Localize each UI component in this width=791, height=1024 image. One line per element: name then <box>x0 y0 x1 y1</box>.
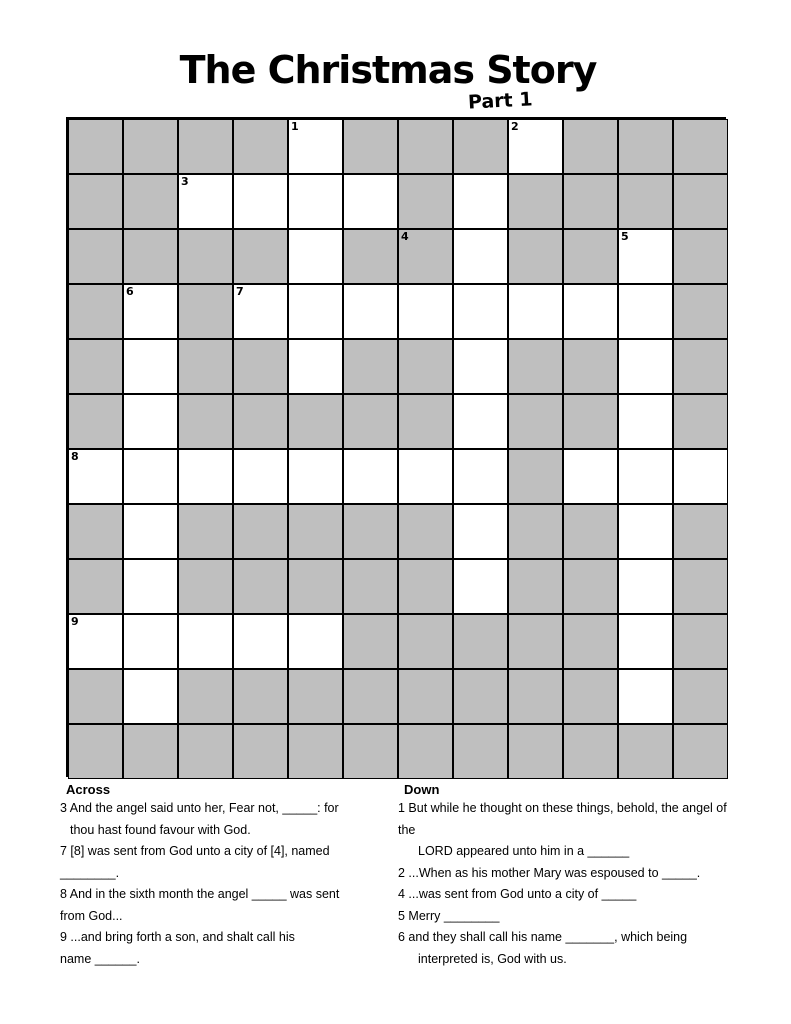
clue-number: 3 <box>181 175 189 188</box>
crossword-cell[interactable] <box>618 284 673 339</box>
across-clue-8-line2: from God... <box>60 908 123 923</box>
across-clue-3-line2: thou hast found favour with God. <box>70 822 251 837</box>
crossword-block <box>563 614 618 669</box>
crossword-cell[interactable] <box>288 339 343 394</box>
across-clue-7 <box>60 841 390 884</box>
crossword-block <box>673 394 728 449</box>
crossword-grid <box>66 117 726 777</box>
crossword-cell[interactable] <box>618 394 673 449</box>
crossword-block <box>673 284 728 339</box>
crossword-block <box>233 339 288 394</box>
crossword-block <box>288 724 343 779</box>
crossword-block <box>398 504 453 559</box>
crossword-block <box>343 339 398 394</box>
down-clue-1 <box>398 798 738 863</box>
down-clue-5 <box>398 906 738 928</box>
crossword-block <box>508 394 563 449</box>
crossword-block <box>343 724 398 779</box>
crossword-block <box>123 724 178 779</box>
crossword-block <box>343 394 398 449</box>
crossword-cell[interactable] <box>123 449 178 504</box>
crossword-block <box>178 504 233 559</box>
crossword-block <box>508 449 563 504</box>
crossword-block <box>178 394 233 449</box>
clue-number: 8 <box>71 450 79 463</box>
crossword-cell[interactable] <box>398 284 453 339</box>
crossword-block <box>673 559 728 614</box>
crossword-block <box>68 119 123 174</box>
across-heading: Across <box>66 782 111 797</box>
clue-number: 7 <box>236 285 244 298</box>
crossword-block <box>508 724 563 779</box>
crossword-block <box>123 229 178 284</box>
crossword-block <box>233 559 288 614</box>
across-clue-3 <box>60 798 390 841</box>
crossword-block <box>618 724 673 779</box>
crossword-cell[interactable] <box>343 174 398 229</box>
crossword-cell[interactable] <box>453 559 508 614</box>
crossword-block <box>563 724 618 779</box>
crossword-block <box>343 119 398 174</box>
crossword-block <box>563 229 618 284</box>
across-clue-7-line1: 7 [8] was sent from God unto a city of [4], named ________. <box>60 844 330 880</box>
crossword-block <box>453 669 508 724</box>
crossword-block <box>673 724 728 779</box>
crossword-block <box>563 119 618 174</box>
clue-number: 5 <box>621 230 629 243</box>
crossword-title: The Christmas Story <box>179 48 597 92</box>
crossword-block <box>343 504 398 559</box>
down-clue-6-line2: interpreted is, God with us. <box>418 951 567 966</box>
crossword-cell[interactable] <box>343 449 398 504</box>
crossword-cell[interactable] <box>123 284 178 339</box>
crossword-block <box>398 119 453 174</box>
crossword-block <box>563 669 618 724</box>
crossword-block <box>68 229 123 284</box>
across-clue-9-line2: name ______. <box>60 951 140 966</box>
crossword-cell[interactable] <box>178 614 233 669</box>
down-clue-2 <box>398 863 738 885</box>
crossword-block <box>673 229 728 284</box>
crossword-cell[interactable] <box>618 614 673 669</box>
crossword-block <box>453 119 508 174</box>
crossword-cell[interactable] <box>123 504 178 559</box>
crossword-block <box>68 559 123 614</box>
crossword-cell[interactable] <box>123 669 178 724</box>
crossword-block <box>618 174 673 229</box>
crossword-cell[interactable] <box>618 449 673 504</box>
crossword-cell[interactable] <box>618 229 673 284</box>
crossword-cell[interactable] <box>453 229 508 284</box>
crossword-cell[interactable] <box>123 559 178 614</box>
crossword-block <box>398 724 453 779</box>
crossword-block <box>343 669 398 724</box>
crossword-block <box>343 559 398 614</box>
crossword-block <box>563 394 618 449</box>
crossword-block <box>508 339 563 394</box>
crossword-cell[interactable] <box>618 559 673 614</box>
clue-number: 2 <box>511 120 519 133</box>
crossword-block <box>673 119 728 174</box>
crossword-cell[interactable] <box>453 284 508 339</box>
clue-number: 6 <box>126 285 134 298</box>
crossword-block <box>398 174 453 229</box>
crossword-block <box>233 229 288 284</box>
crossword-block <box>68 504 123 559</box>
crossword-block <box>233 669 288 724</box>
crossword-block <box>233 394 288 449</box>
crossword-block <box>288 504 343 559</box>
crossword-block <box>398 229 453 284</box>
crossword-cell[interactable] <box>398 449 453 504</box>
crossword-block <box>68 724 123 779</box>
down-clue-6-line1: 6 and they shall call his name _______, which being <box>398 930 688 944</box>
crossword-cell[interactable] <box>288 614 343 669</box>
crossword-block <box>508 559 563 614</box>
crossword-cell[interactable] <box>618 669 673 724</box>
crossword-cell[interactable] <box>508 284 563 339</box>
crossword-block <box>178 669 233 724</box>
crossword-block <box>343 614 398 669</box>
crossword-cell[interactable] <box>453 504 508 559</box>
crossword-block <box>508 614 563 669</box>
crossword-cell[interactable] <box>233 449 288 504</box>
crossword-cell[interactable] <box>453 394 508 449</box>
crossword-cell[interactable] <box>123 394 178 449</box>
crossword-block <box>453 614 508 669</box>
crossword-block <box>508 504 563 559</box>
across-clue-8-line1: 8 And in the sixth month the angel _____ was sent <box>60 887 340 901</box>
crossword-cell[interactable] <box>618 339 673 394</box>
clue-number: 4 <box>401 230 409 243</box>
crossword-cell[interactable] <box>343 284 398 339</box>
crossword-block <box>343 229 398 284</box>
down-clue-4 <box>398 884 738 906</box>
crossword-cell[interactable] <box>123 339 178 394</box>
crossword-block <box>618 119 673 174</box>
crossword-block <box>453 724 508 779</box>
across-clue-9 <box>60 927 390 970</box>
crossword-cell[interactable] <box>233 284 288 339</box>
crossword-block <box>563 339 618 394</box>
crossword-block <box>68 394 123 449</box>
crossword-block <box>233 504 288 559</box>
crossword-cell[interactable] <box>288 229 343 284</box>
crossword-cell[interactable] <box>563 284 618 339</box>
crossword-block <box>68 174 123 229</box>
down-clue-6 <box>398 927 738 970</box>
crossword-block <box>233 119 288 174</box>
down-clue-1-line2: LORD appeared unto him in a ______ <box>418 844 630 858</box>
crossword-block <box>68 669 123 724</box>
clue-number: 1 <box>291 120 299 133</box>
down-clue-1-line1: 1 But while he thought on these things, behold, the angel of the <box>398 801 727 837</box>
down-clues <box>398 782 738 970</box>
down-clue-2-line1: 2 ...When as his mother Mary was espoused to _____. <box>398 865 701 880</box>
crossword-cell[interactable] <box>288 449 343 504</box>
crossword-block <box>178 229 233 284</box>
down-clue-5-line1: 5 Merry ________ <box>398 908 500 923</box>
crossword-cell[interactable] <box>288 174 343 229</box>
across-clue-9-line1: 9 ...and bring forth a son, and shalt call his <box>60 930 295 944</box>
crossword-cell[interactable] <box>453 449 508 504</box>
crossword-cell[interactable] <box>618 504 673 559</box>
crossword-block <box>398 614 453 669</box>
crossword-block <box>123 174 178 229</box>
crossword-block <box>398 669 453 724</box>
crossword-cell[interactable] <box>178 449 233 504</box>
crossword-block <box>68 339 123 394</box>
crossword-cell[interactable] <box>508 119 563 174</box>
crossword-block <box>288 669 343 724</box>
crossword-block <box>68 284 123 339</box>
crossword-block <box>288 559 343 614</box>
crossword-cell[interactable] <box>673 449 728 504</box>
crossword-cell[interactable] <box>233 174 288 229</box>
crossword-block <box>123 119 178 174</box>
crossword-cell[interactable] <box>563 449 618 504</box>
crossword-cell[interactable] <box>68 449 123 504</box>
crossword-block <box>508 229 563 284</box>
crossword-block <box>398 339 453 394</box>
crossword-block <box>178 724 233 779</box>
crossword-block <box>288 394 343 449</box>
crossword-cell[interactable] <box>288 119 343 174</box>
across-clue-3-line1: 3 And the angel said unto her, Fear not, _____: for <box>60 801 339 815</box>
crossword-cell[interactable] <box>288 284 343 339</box>
clue-number: 9 <box>71 615 79 628</box>
crossword-block <box>673 614 728 669</box>
crossword-block <box>398 559 453 614</box>
crossword-block <box>673 669 728 724</box>
crossword-block <box>673 504 728 559</box>
crossword-cell[interactable] <box>68 614 123 669</box>
down-clue-4-line1: 4 ...was sent from God unto a city of _____ <box>398 887 637 901</box>
crossword-block <box>178 284 233 339</box>
crossword-block <box>673 174 728 229</box>
crossword-cell[interactable] <box>233 614 288 669</box>
down-heading: Down <box>404 782 440 797</box>
crossword-block <box>563 559 618 614</box>
crossword-cell[interactable] <box>453 339 508 394</box>
crossword-block <box>178 119 233 174</box>
crossword-cell[interactable] <box>453 174 508 229</box>
crossword-subtitle: Part 1 <box>467 88 534 114</box>
crossword-block <box>508 669 563 724</box>
crossword-block <box>508 174 563 229</box>
crossword-block <box>563 174 618 229</box>
crossword-block <box>178 339 233 394</box>
crossword-block <box>233 724 288 779</box>
crossword-block <box>398 394 453 449</box>
across-clues <box>60 782 390 970</box>
across-clue-8 <box>60 884 390 927</box>
crossword-cell[interactable] <box>123 614 178 669</box>
crossword-block <box>178 559 233 614</box>
crossword-cell[interactable] <box>178 174 233 229</box>
crossword-block <box>563 504 618 559</box>
crossword-block <box>673 339 728 394</box>
